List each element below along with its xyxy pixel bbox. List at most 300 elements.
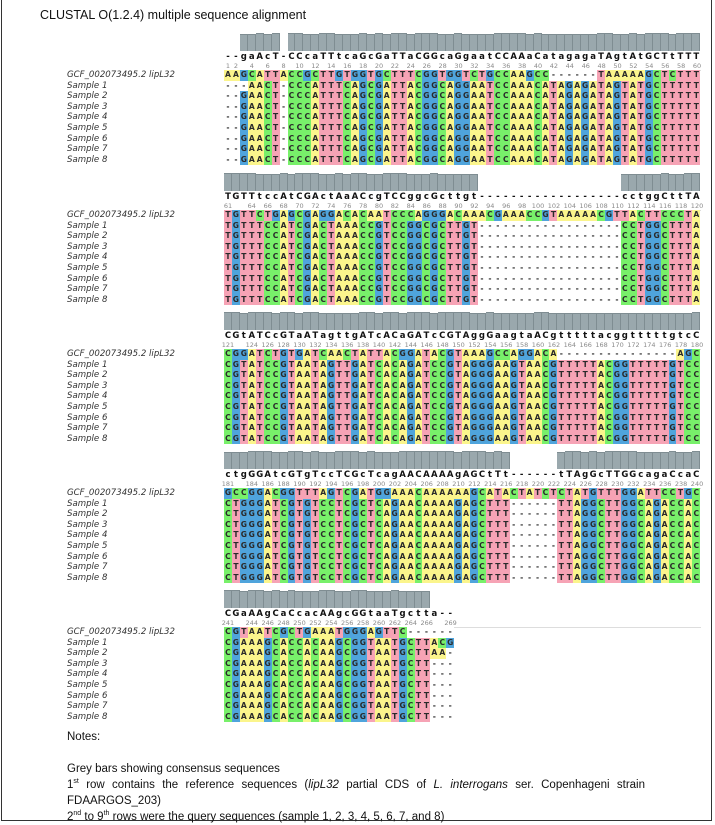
residue: C [542,349,549,358]
consensus-bar [621,313,629,330]
residue: A [296,370,303,380]
residue: C [320,519,326,529]
residue: A [320,637,327,647]
consensus-bar [549,34,557,51]
residue: A [248,648,255,658]
residue: T [614,572,620,582]
gap: - [597,231,605,242]
consensus-residue: A [573,470,581,480]
consensus-residue: g [240,470,247,480]
residue: T [661,391,668,401]
consensus-residue: t [503,470,508,480]
residue: C [415,572,422,582]
position-number: 78 [358,202,368,210]
residue: T [638,370,644,380]
residue: T [241,273,247,283]
residue: A [574,154,581,164]
consensus-bar [470,174,478,191]
residue: G [351,648,359,658]
gap: - [280,155,288,166]
consensus-residue: g [645,192,652,202]
residue: G [351,669,359,679]
residue: A [383,530,390,540]
residue: T [661,70,668,79]
residue: C [622,252,628,262]
sample-row [0,691,715,702]
residue: T [368,380,374,390]
position-number: 164 [563,341,577,349]
consensus-bar [526,34,534,51]
residue: G [510,359,517,369]
residue: C [693,541,700,550]
residue: C [534,101,541,111]
residue: G [351,519,359,529]
residue: G [248,551,255,561]
sequence-label: Sample 8 [67,154,108,165]
residue: T [392,627,398,636]
residue: G [494,210,501,219]
consensus-residue: C [288,52,295,62]
consensus-residue: A [510,52,518,62]
residue: A [574,551,581,561]
residue: G [232,423,240,433]
residue: C [439,154,446,164]
residue: T [352,349,358,358]
residue: C [693,488,700,497]
consensus-residue: T [685,192,692,202]
residue: G [391,530,398,540]
consensus-bar [605,451,613,469]
gap: - [557,274,565,285]
sequence-label: Sample 7 [67,144,108,155]
position-number: 12 [311,62,320,70]
residue: C [399,263,406,272]
consensus-residue: T [296,470,303,480]
residue: T [455,391,461,401]
residue: G [486,391,494,401]
residue: C [479,498,485,508]
residue: T [257,241,263,251]
consensus-bar [272,452,280,469]
gap: - [542,284,550,295]
consensus-residue: a [240,609,247,619]
residue: C [272,241,279,251]
consensus-residue: c [328,470,334,480]
residue: G [589,498,597,508]
residue: C [288,144,295,154]
consensus-bar [415,451,423,469]
residue: C [622,231,628,241]
residue: C [407,701,414,711]
residue: A [407,572,414,582]
residue: T [566,412,572,422]
residue: A [375,701,382,711]
residue: C [415,101,422,111]
residue: C [415,123,422,132]
residue: T [598,123,604,132]
residue: C [296,680,303,689]
residue: C [526,210,533,219]
gap: - [224,134,232,145]
residue: A [447,133,454,143]
residue: G [470,370,478,380]
consensus-residue: A [605,52,613,62]
gap: - [232,102,240,113]
gap: - [232,134,240,145]
residue: T [273,91,279,101]
consensus-residue: G [407,331,415,341]
sequence-residues [224,552,700,563]
residue: T [566,370,572,380]
gap: - [534,509,542,520]
residue: A [463,210,470,219]
consensus-residue: g [566,52,573,62]
residue: A [344,220,350,230]
residue: T [233,498,239,508]
residue: C [661,231,668,241]
residue: T [233,572,239,582]
residue: T [415,648,422,658]
residue: T [487,562,493,572]
residue: G [359,123,367,132]
consensus-bar [264,34,272,51]
residue: G [462,101,470,111]
residue: A [606,144,612,154]
sample-row [0,155,715,166]
residue: G [304,294,311,304]
residue: G [613,80,621,90]
consensus-bar [661,452,669,469]
residue: A [558,80,565,90]
consensus-residue: a [280,609,287,619]
sequence-label: Sample 5 [67,541,108,551]
residue: G [375,70,382,79]
residue: G [447,370,454,380]
consensus-residue: C [391,192,398,202]
residue: C [320,252,326,262]
residue: T [495,562,501,572]
consensus-residue: g [351,331,359,341]
consensus-bar [557,34,565,51]
residue: C [598,210,604,219]
residue: A [518,80,525,90]
residue: C [622,273,628,283]
residue: G [582,541,589,550]
consensus-residue: t [559,331,564,341]
residue: C [502,144,509,154]
residue: T [669,123,676,132]
alignment-block [0,33,715,168]
residue: C [344,509,350,519]
residue: A [320,658,327,668]
residue: G [240,541,247,550]
residue: C [495,154,501,164]
consensus-residue: t [654,331,659,341]
residue: C [669,210,676,219]
consensus-residue: T [288,331,295,341]
residue: G [589,488,597,497]
residue: C [368,231,374,241]
residue: C [368,252,374,262]
residue: G [351,488,359,497]
residue: C [225,530,231,540]
residue: C [677,210,684,219]
residue: G [304,210,311,219]
residue: A [526,391,533,401]
residue: A [447,541,454,550]
residue: A [494,402,501,411]
residue: A [558,144,565,154]
consensus-bar [327,313,335,330]
residue: A [256,101,263,111]
residue: T [685,123,691,132]
residue: A [407,123,414,132]
residue: A [344,241,350,251]
sample-row [0,381,715,392]
residue: T [638,284,644,294]
residue: T [693,101,699,111]
residue: T [598,144,604,154]
residue: C [344,711,350,721]
residue: C [661,273,668,283]
gap: - [518,295,526,306]
residue: G [375,123,382,132]
residue: G [407,273,414,283]
residue: T [495,551,501,561]
gap: - [430,691,438,702]
residue: A [479,133,485,143]
residue: C [296,294,303,304]
residue: G [359,144,367,154]
residue: G [359,70,367,79]
consensus-bar [557,452,565,469]
residue: A [264,509,271,519]
residue: A [534,349,541,358]
residue: G [280,412,287,422]
residue: A [248,433,255,443]
residue: A [574,562,581,572]
residue: A [352,123,358,132]
residue: T [423,680,429,689]
consensus-bars [224,173,700,191]
residue: G [685,349,692,358]
residue: T [646,423,652,433]
gap: - [605,349,613,360]
residue: T [312,498,318,508]
residue: G [431,112,438,122]
residue: A [352,294,358,304]
residue: G [304,627,311,636]
residue: G [407,220,414,230]
residue: T [447,231,453,241]
residue: A [693,231,700,241]
residue: T [225,210,231,219]
residue: A [399,488,406,497]
residue: A [447,80,454,90]
residue: C [320,263,326,272]
consensus-residue: g [470,331,478,341]
residue: A [399,551,406,561]
residue: C [320,349,326,358]
consensus-residue: G [351,470,359,480]
consensus-residue: a [383,52,390,62]
residue: C [423,220,430,230]
sequence-label: Sample 1 [67,80,108,91]
residue: C [693,551,700,561]
residue: T [423,380,429,390]
residue: A [407,144,414,154]
consensus-bar [462,34,470,51]
residue: G [240,154,247,164]
residue: C [495,112,501,122]
residue: T [495,530,501,540]
residue: G [240,70,247,79]
consensus-residue: c [598,470,604,480]
sequence-label: Sample 7 [67,562,108,573]
residue: T [693,123,699,132]
residue: T [646,380,652,390]
consensus-bar [653,313,661,330]
consensus-residue: T [677,52,684,62]
consensus-bar [676,313,684,330]
residue: T [661,133,668,143]
residue: C [296,252,303,262]
residue: A [248,669,255,679]
consensus-bar [367,34,375,51]
residue: T [344,359,350,369]
residue: C [653,154,660,164]
residue: G [232,658,240,668]
residue: C [415,80,422,90]
consensus-residue: C [415,52,422,62]
position-number: 16 [343,62,352,70]
residue: T [669,263,676,272]
residue: A [312,112,319,122]
position-number: 204 [404,480,418,488]
residue: C [423,294,430,304]
consensus-residue: c [376,470,382,480]
residue: C [606,370,612,380]
residue: C [320,572,326,582]
residue: C [375,370,382,380]
residue: A [312,91,319,101]
consensus-residue: t [678,331,683,341]
residue: G [232,252,240,262]
consensus-residue: A [327,609,335,619]
position-number: 114 [643,202,656,210]
residue: C [225,690,231,700]
residue: A [510,210,517,219]
sample-row [0,423,715,434]
residue: G [470,423,478,433]
gap: - [224,81,232,92]
gap: - [629,349,637,360]
residue: C [344,349,350,358]
sequence-residues [224,144,700,155]
residue: G [423,112,430,122]
residue: G [431,231,438,241]
residue: A [685,509,692,519]
residue: G [343,627,351,636]
residue: T [368,509,374,519]
residue: T [415,658,422,668]
residue: G [375,144,382,154]
consensus-bar [248,451,256,469]
consensus-residue: T [328,52,335,62]
residue: C [423,241,430,251]
sample-row [0,134,715,145]
residue: C [495,133,501,143]
residue: C [637,509,644,519]
residue: A [375,648,382,658]
gap: - [446,648,454,659]
residue: T [614,488,620,497]
residue: G [351,380,359,390]
gap: - [526,295,534,306]
residue: A [248,370,255,380]
residue: T [320,91,326,101]
residue: T [685,252,691,262]
consensus-residue: c [376,331,382,341]
residue: A [534,391,541,401]
residue: C [629,284,636,294]
sequence-label: Sample 5 [67,680,108,690]
residue: C [264,423,271,433]
consensus-bar [613,451,621,469]
residue: G [407,263,414,272]
consensus-residue: t [551,52,556,62]
residue: A [399,423,406,433]
residue: A [502,433,509,443]
consensus-residue: T [383,192,390,202]
residue: A [534,380,541,390]
residue: C [304,80,311,90]
consensus-residue: T [248,192,255,202]
residue: A [304,423,311,433]
residue: C [502,349,509,358]
residue: G [351,572,359,582]
residue: A [415,391,422,401]
consensus-bar [446,451,454,469]
residue: G [645,263,652,272]
residue: T [288,391,295,401]
gap: - [430,669,438,680]
residue: G [613,123,621,132]
gap: - [589,263,597,274]
consensus-residue: g [375,192,382,202]
residue: C [399,231,406,241]
residue: G [391,519,398,529]
residue: G [621,488,628,497]
residue: T [606,572,612,582]
residue: A [463,433,470,443]
residue: C [256,210,263,219]
residue: T [296,488,302,497]
consensus-residue: g [391,470,398,480]
residue: A [479,91,485,101]
residue: A [494,391,501,401]
residue: G [240,112,247,122]
position-number: 208 [436,480,449,488]
residue: A [439,551,446,561]
residue: T [241,433,247,443]
residue: G [415,273,422,283]
residue: G [629,498,636,508]
residue: A [399,380,406,390]
residue: G [455,70,462,79]
gap: - [542,541,550,552]
consensus-bar [502,452,510,469]
